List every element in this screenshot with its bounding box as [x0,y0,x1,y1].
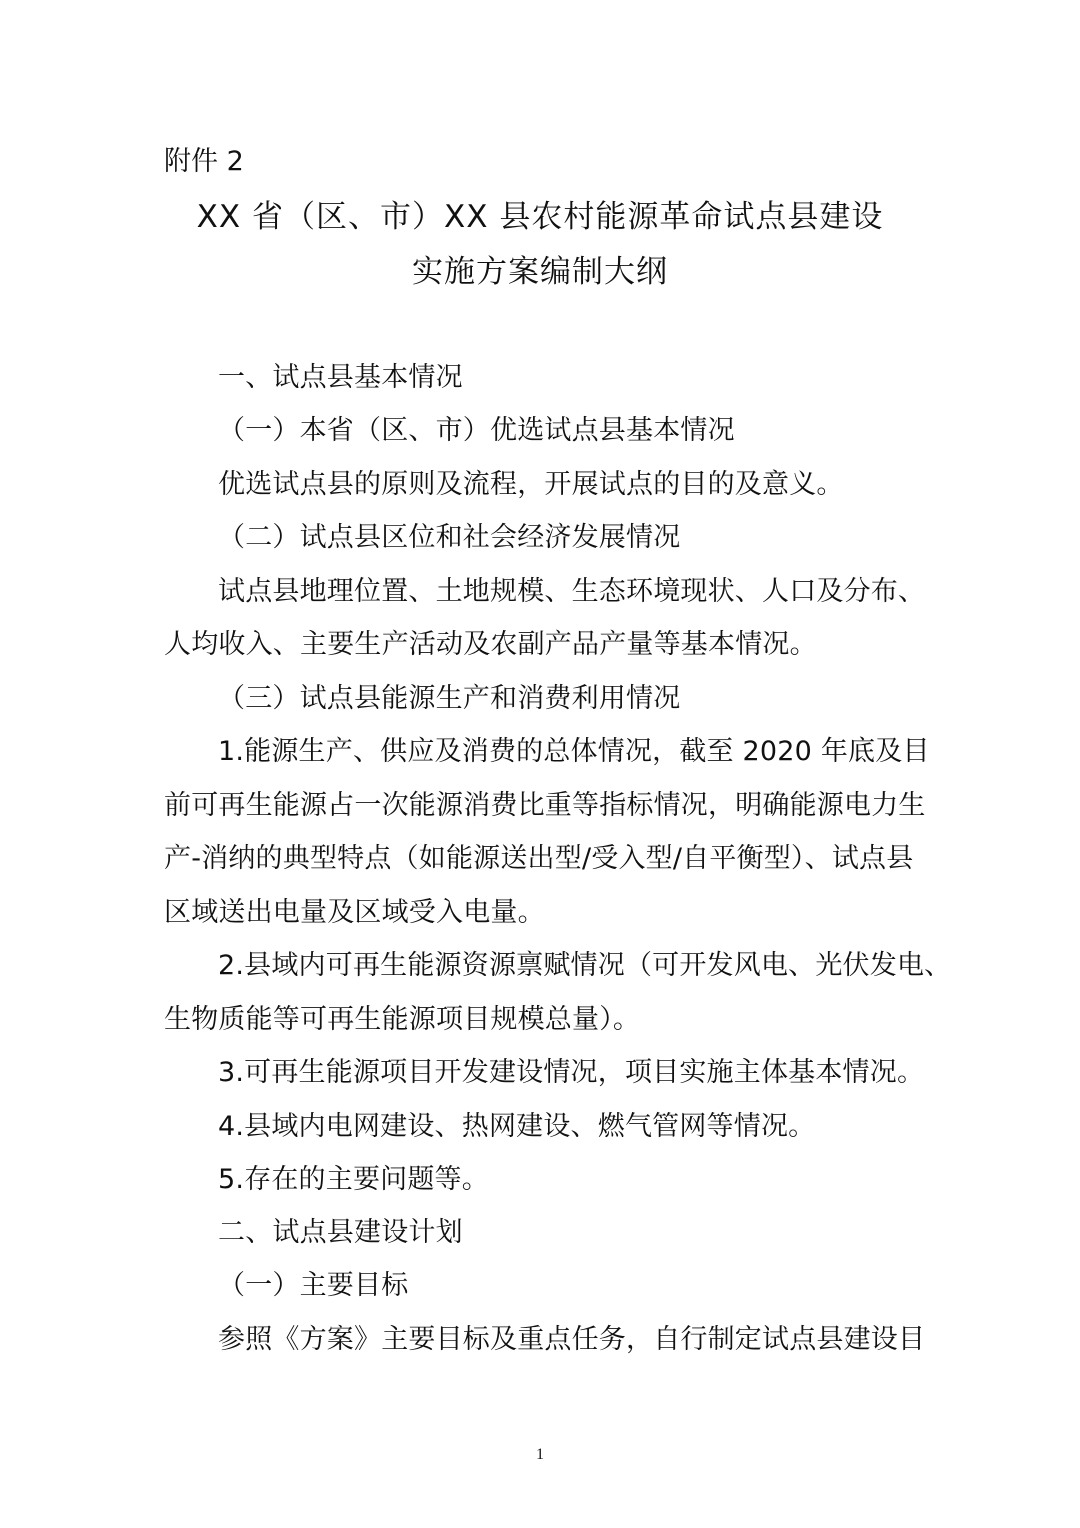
list-item-3: 3.可再生能源项目开发建设情况，项目实施主体基本情况。 [218,1057,925,1088]
paragraph: 试点县地理位置、土地规模、生态环境现状、人口及分布、 [218,576,926,607]
list-item-4: 4.县域内电网建设、热网建设、燃气管网等情况。 [218,1111,816,1142]
list-item-2: 2.县域内可再生能源资源禀赋情况（可开发风电、光伏发电、 [218,950,952,981]
subsection-heading-2-1: （一）主要目标 [218,1270,409,1301]
subsection-heading-1-1: （一）本省（区、市）优选试点县基本情况 [218,415,735,446]
subsection-heading-1-2: （二）试点县区位和社会经济发展情况 [218,522,681,553]
list-item-5: 5.存在的主要问题等。 [218,1164,489,1195]
attachment-label: 附件 2 [164,146,244,177]
list-item-1: 1.能源生产、供应及消费的总体情况，截至 2020 年底及目 [218,736,930,767]
document-title-line-2: 实施方案编制大纲 [412,254,668,290]
section-heading-2: 二、试点县建设计划 [218,1217,463,1248]
subsection-heading-1-3: （三）试点县能源生产和消费利用情况 [218,683,681,714]
paragraph: 优选试点县的原则及流程，开展试点的目的及意义。 [218,469,844,500]
document-title-line-1: XX 省（区、市）XX 县农村能源革命试点县建设 [196,199,884,235]
page-number: 1 [536,1446,544,1463]
list-item-2-continuation: 生物质能等可再生能源项目规模总量）。 [164,1004,641,1035]
section-heading-1: 一、试点县基本情况 [218,362,463,393]
list-item-1-continuation: 产-消纳的典型特点（如能源送出型/受入型/自平衡型）、试点县 [164,843,914,874]
list-item-1-continuation: 前可再生能源占一次能源消费比重等指标情况，明确能源电力生 [164,790,926,821]
list-item-1-continuation: 区域送出电量及区域受入电量。 [164,897,545,928]
paragraph-continuation: 人均收入、主要生产活动及农副产品产量等基本情况。 [164,629,817,660]
paragraph: 参照《方案》主要目标及重点任务，自行制定试点县建设目 [218,1324,926,1355]
